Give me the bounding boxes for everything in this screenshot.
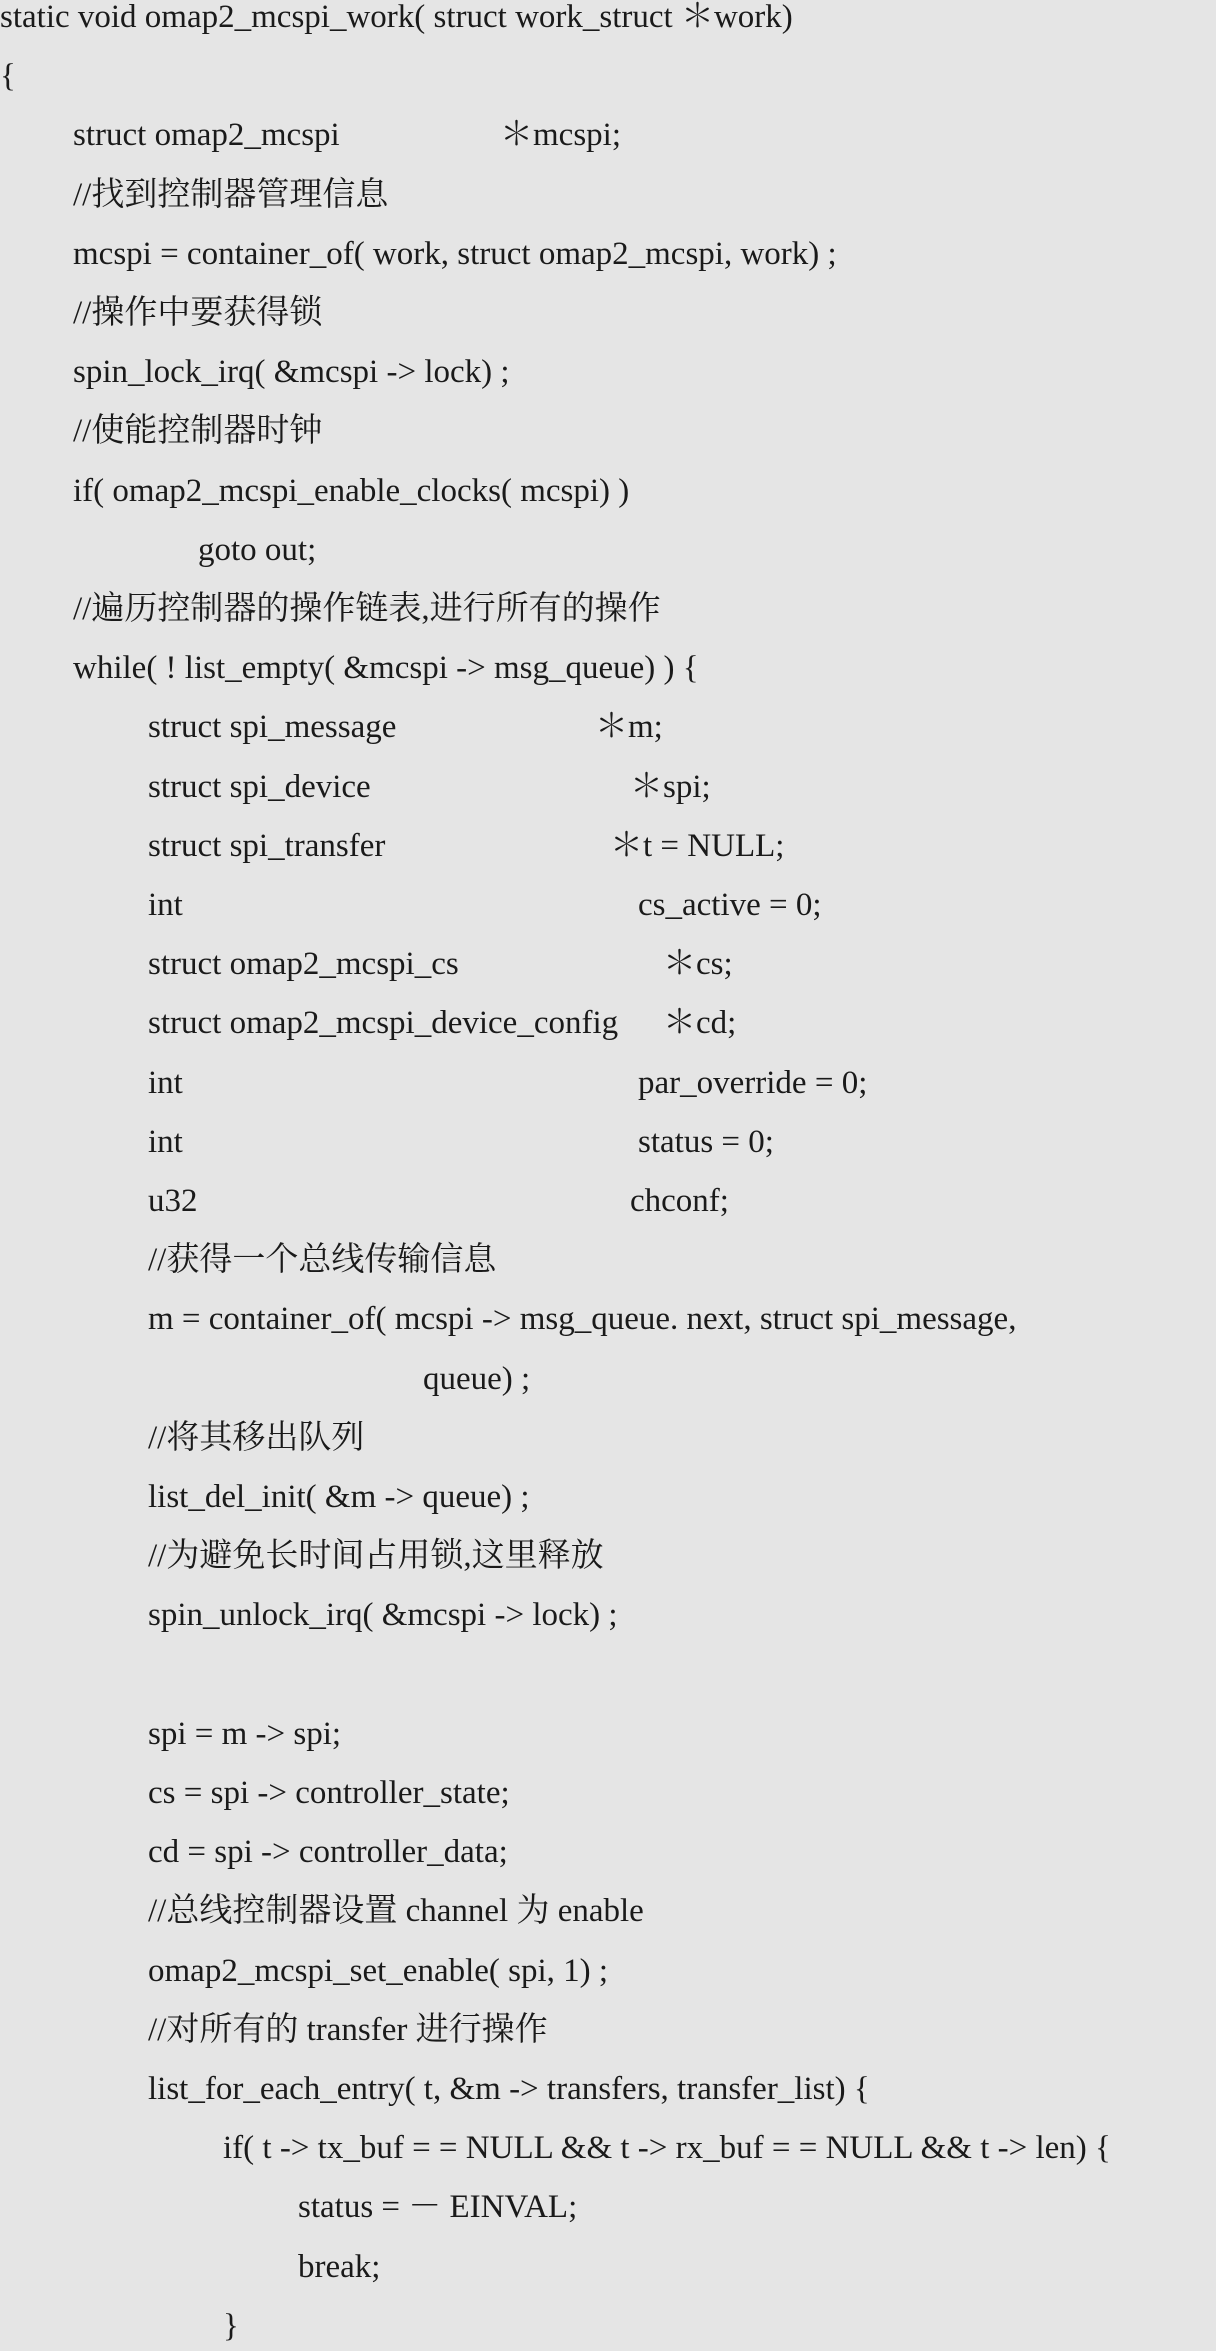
code-text: struct spi_device bbox=[148, 768, 371, 805]
code-text: //将其移出队列 bbox=[148, 1419, 365, 1456]
code-text: struct omap2_mcspi_cs bbox=[148, 946, 459, 983]
code-text: //操作中要获得锁 bbox=[73, 295, 323, 331]
code-text: struct spi_message bbox=[148, 709, 397, 746]
code-text: u32 bbox=[148, 1183, 198, 1219]
code-text: //对所有的 transfer 进行操作 bbox=[148, 2011, 548, 2048]
code-text: cd = spi -> controller_data; bbox=[148, 1834, 508, 1871]
code-text: struct omap2_mcspi_device_config bbox=[148, 1005, 619, 1042]
code-declarator: ＊spi; bbox=[630, 768, 711, 805]
code-declarator: chconf; bbox=[630, 1183, 729, 1219]
code-text: int bbox=[148, 1064, 183, 1101]
code-text: int bbox=[148, 1123, 183, 1160]
code-text: } bbox=[223, 2307, 239, 2344]
code-text: if( omap2_mcspi_enable_clocks( mcspi) ) bbox=[73, 472, 630, 509]
code-text: spin_unlock_irq( &mcspi -> lock) ; bbox=[148, 1597, 618, 1634]
code-text: mcspi = container_of( work, struct omap2_mcspi, work) ; bbox=[73, 235, 837, 272]
code-declarator: cs_active = 0; bbox=[638, 887, 822, 923]
code-declarator: ＊cs; bbox=[663, 946, 733, 983]
code-declarator: ＊m; bbox=[595, 709, 663, 746]
code-text: list_del_init( &m -> queue) ; bbox=[148, 1479, 530, 1515]
code-declarator: ＊cd; bbox=[663, 1005, 737, 1042]
code-declarator: par_override = 0; bbox=[638, 1064, 868, 1101]
code-text: break; bbox=[298, 2248, 381, 2285]
code-text: list_for_each_entry( t, &m -> transfers, transfer_list) { bbox=[148, 2071, 870, 2107]
code-text: int bbox=[148, 887, 183, 923]
code-declarator: status = 0; bbox=[638, 1123, 774, 1160]
code-text: //使能控制器时钟 bbox=[73, 413, 323, 450]
code-text: m = container_of( mcspi -> msg_queue. next, struct spi_message, bbox=[148, 1301, 1017, 1338]
code-text: struct spi_transfer bbox=[148, 827, 386, 864]
code-text: omap2_mcspi_set_enable( spi, 1) ; bbox=[148, 1952, 609, 1989]
code-text: goto out; bbox=[198, 531, 317, 568]
code-text: { bbox=[0, 58, 16, 95]
code-text: if( t -> tx_buf = = NULL && t -> rx_buf = = NULL && t -> len) { bbox=[223, 2130, 1111, 2167]
code-text: spin_lock_irq( &mcspi -> lock) ; bbox=[73, 354, 510, 391]
code-declarator: ＊mcspi; bbox=[500, 117, 621, 154]
code-text: while( ! list_empty( &mcspi -> msg_queue) ) { bbox=[73, 650, 699, 687]
code-text: spi = m -> spi; bbox=[148, 1715, 342, 1752]
code-text: static void omap2_mcspi_work( struct work_struct ＊work) bbox=[0, 0, 793, 35]
code-text: //总线控制器设置 channel 为 enable bbox=[148, 1893, 644, 1930]
code-text: struct omap2_mcspi bbox=[73, 117, 340, 154]
code-text: //遍历控制器的操作链表,进行所有的操作 bbox=[73, 591, 661, 627]
code-text: queue) ; bbox=[423, 1360, 531, 1397]
code-text: status = － EINVAL; bbox=[298, 2189, 578, 2226]
code-text: //为避免长时间占用锁,这里释放 bbox=[148, 1538, 604, 1575]
code-text: //找到控制器管理信息 bbox=[73, 176, 389, 213]
code-declarator: ＊t = NULL; bbox=[610, 827, 785, 864]
code-text: //获得一个总线传输信息 bbox=[148, 1242, 497, 1279]
code-text: cs = spi -> controller_state; bbox=[148, 1775, 510, 1811]
